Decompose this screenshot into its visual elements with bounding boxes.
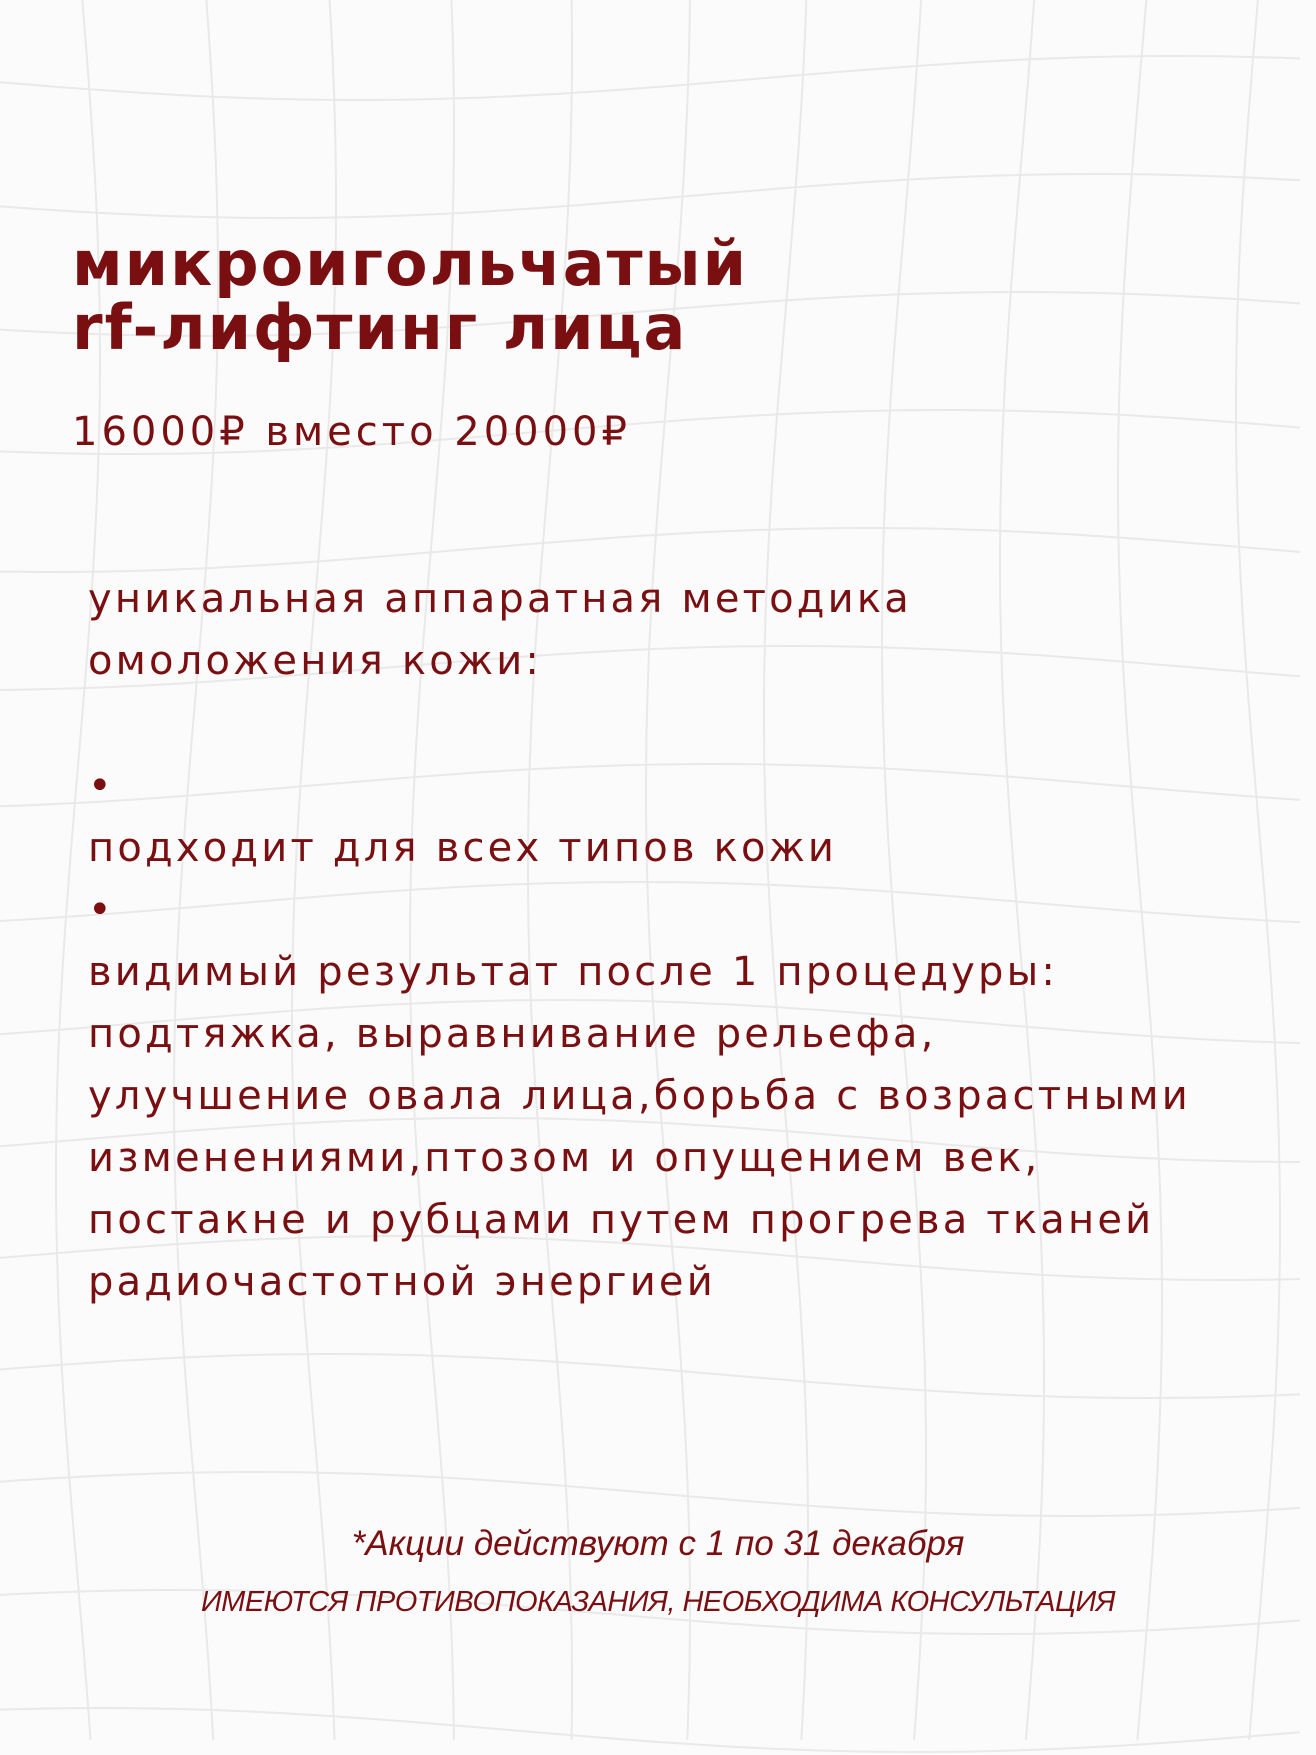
intro-text bbox=[88, 568, 912, 692]
list-item bbox=[88, 755, 1191, 879]
price-text: 16000₽ вместо 20000₽ bbox=[72, 409, 631, 455]
details-line: изменениями,птозом и опущением век, bbox=[88, 1135, 1041, 1181]
bullet-text-1: подходит для всех типов кожи bbox=[88, 825, 838, 871]
page-title bbox=[72, 227, 749, 364]
list-item bbox=[88, 879, 1191, 1003]
bullet-text-2: видимый результат после 1 процедуры: bbox=[88, 949, 1059, 995]
bullet-icon: • bbox=[88, 887, 115, 933]
intro-line-1: уникальная аппаратная методика bbox=[88, 576, 912, 622]
title-line-1: микроигольчатый bbox=[72, 227, 749, 300]
details-line: постакне и рубцами путем прогрева тканей bbox=[88, 1197, 1155, 1243]
details-line: подтяжка, выравнивание рельефа, bbox=[88, 1011, 937, 1057]
intro-line-2: омоложения кожи: bbox=[88, 638, 543, 684]
contraindications-warning: ИМЕЮТСЯ ПРОТИВОПОКАЗАНИЯ, НЕОБХОДИМА КОНСУЛЬТАЦИЯ bbox=[200, 1586, 1116, 1618]
promo-dates-note: *Акции действуют с 1 по 31 декабря bbox=[351, 1524, 965, 1563]
details-line: улучшение овала лица,борьба с возрастными bbox=[88, 1073, 1191, 1119]
details-line: радиочастотной энергией bbox=[88, 1259, 716, 1305]
benefits-list bbox=[88, 755, 1191, 1313]
bullet-icon: • bbox=[88, 763, 115, 809]
title-line-2: rf-лифтинг лица bbox=[72, 291, 688, 364]
